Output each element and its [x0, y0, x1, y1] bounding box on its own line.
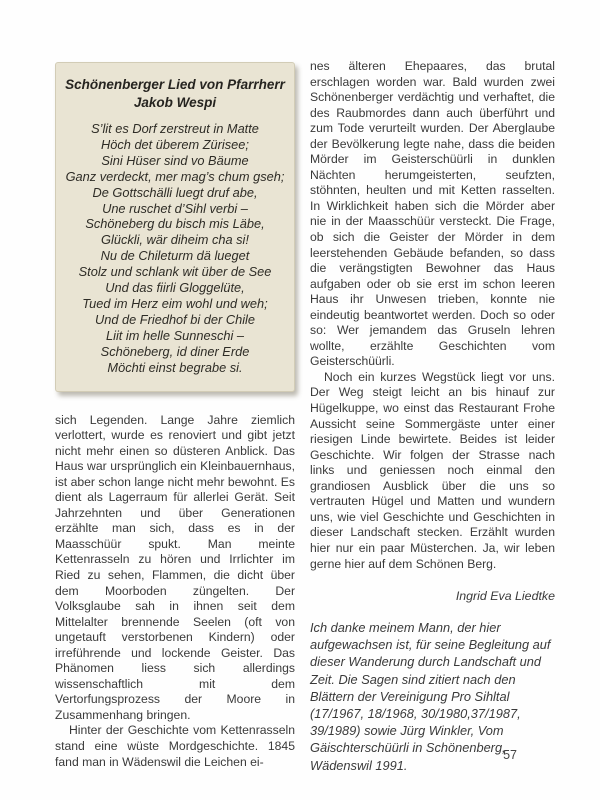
left-paragraph-1: sich Legenden. Lange Jahre ziemlich verlottert, wurde es renoviert und gibt jetzt nicht mehr einen so düsteren Anblick. Das Haus war ursprünglich ein Kleinbauernhaus, ist aber schon lange nicht mehr bewohnt. Es dient als Lagerraum für allerlei Gerät. Seit Jahrzehnten und über Generationen erzählte man sich, dass es in der Maasschüür spukt. Man meinte Kettenrasseln zu hören und Irrlichter im Ried zu sehen, Flammen, die dicht über dem Moorboden züngelten. Der Volksglaube sah in ihnen seit dem Mittelalter brennende Seelen (oft von ungetauft verstorbenen Kindern) oder irreführende und lockende Geister. Das Phänomen liess sich allerdings wissenschaftlich mit dem Vertorfungsprozess der Moore in Zusammenhang bringen. [55, 412, 295, 722]
right-paragraph-1: nes älteren Ehepaares, das brutal erschlagen worden war. Bald wurden zwei Schönenberger verdächtig und verhaftet, die des Raubmordes dann auch überführt und zum Tode verurteilt wurden. Der Aberglaube der Bevölkerung legte nahe, dass die beiden Mörder im Geisterschüürli in dunklen Nächten herumgeisterten, seufzten, stöhnten, heulten und mit Ketten rasselten. In Wirklichkeit haben sich die Mörder aber nie in der Maasschüür versteckt. Die Frage, ob sich die Geister der Mörder in dem leerstehenden Gebäude befanden, so dass die verängstigten Bewohner das Haus aufgaben oder ob sie erst im schon leeren Haus ihr Unwesen trieben, konnte nie eindeutig beantwortet werden. Doch so oder so: Wer jemandem das Gruseln lehren wollte, erzählte Geschichten vom Geisterschüürli. [310, 59, 555, 369]
right-paragraph-2: Noch ein kurzes Wegstück liegt vor uns. Der Weg steigt leicht an bis hinauf zur Hügelkuppe, wo einst das Restaurant Frohe Aussicht seine Sommergäste unter einer riesigen Linde bewirtete. Beides ist leider Geschichte. Wir folgen der Strasse nach links und geniessen noch einmal den grandiosen Ausblick über die uns so vertrauten Hügel und Matten und wundern uns, wie viel Geschichte und Geschichten in dieser Landschaft stecken. Erzählt wurden hier nur ein paar Müsterchen. Ja, wir leben gerne hier auf dem Schönen Berg. [310, 369, 555, 571]
poem-line: S’lit es Dorf zerstreut in Matte [91, 121, 259, 136]
right-column [310, 59, 555, 774]
poem-title [62, 76, 288, 112]
poem-line: Möchti einst begrabe si. [107, 359, 243, 375]
poem-line: Schöneberg du bisch mis Läbe, [85, 216, 265, 232]
poem-line: Schöneberg, id diner Erde [100, 343, 250, 359]
left-paragraph-2: Hinter der Geschichte vom Kettenrasseln stand eine wüste Mordgeschichte. 1845 fand man in Wädenswil die Leichen ei- [55, 723, 295, 769]
left-column [55, 62, 295, 770]
poem-line: Nu de Chileturm dä lueget [100, 248, 250, 264]
poem-line: Und das fiirli Gloggelüte, [105, 280, 245, 296]
poem-box [55, 62, 295, 392]
poem-title-line2: Jakob Wespi [133, 95, 217, 110]
poem-line: Une ruschet d’Sihl verbi – [102, 200, 248, 216]
poem-line: Sini Hüser sind vo Bäume [101, 152, 249, 168]
author-byline: Ingrid Eva Liedtke [455, 589, 555, 604]
poem-line: Stolz und schlank wit über de See [78, 264, 272, 280]
poem-line: Tued im Herz eim wohl und weh; [82, 295, 268, 311]
page-number: 57 [503, 748, 517, 762]
poem-line: Liit im helle Sunneschi – [106, 327, 244, 343]
poem-line: Ganz verdeckt, mer mag’s chum gseh; [65, 168, 285, 184]
poem-lines [62, 121, 288, 376]
poem-line: Glückli, wär diheim cha si! [101, 232, 249, 248]
poem-line: Und de Friedhof bi der Chile [94, 311, 256, 327]
poem-line: Höch det überem Zürisee; [101, 136, 249, 152]
poem-line: De Gottschälli luegt druf abe, [92, 184, 258, 200]
poem-title-line1: Schönenberger Lied von Pfarrherr [65, 77, 285, 92]
acknowledgment-note: Ich danke meinem Mann, der hier aufgewachsen ist, für seine Begleitung auf dieser Wanderung durch Landschaft und Zeit. Die Sagen sind zitiert nach den Blättern der Vereinigung Pro Sihltal (17/1967, 18/1968, 30/1980,37/1987, 39/1989) sowie Jürg Winkler, Vom Gäischterschüürli in Schönenberg, Wädenswil 1991. [310, 620, 551, 773]
